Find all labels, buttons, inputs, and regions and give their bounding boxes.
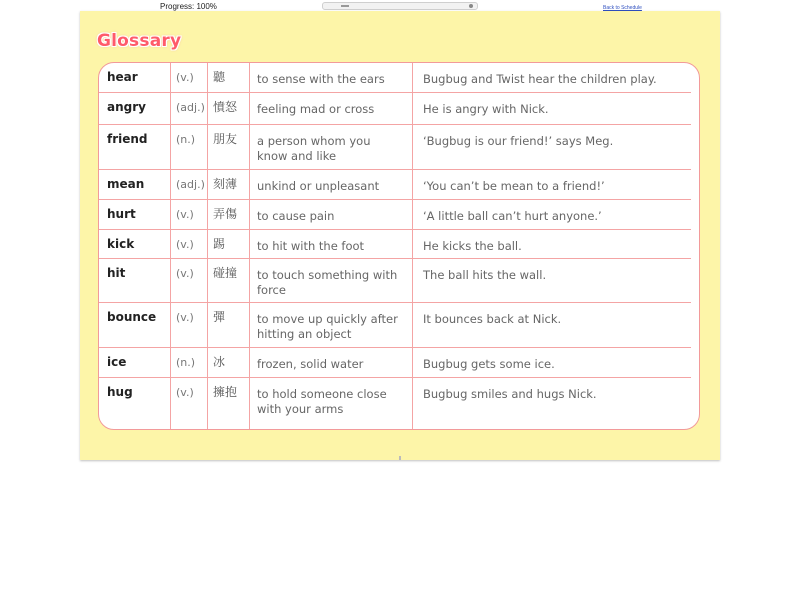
definition: to hit with the foot <box>257 239 365 253</box>
definition: a person whom you know and like <box>257 134 371 163</box>
chinese-translation: 冰 <box>213 355 226 369</box>
definition: to touch something with force <box>257 268 398 297</box>
column-divider <box>170 303 171 348</box>
column-divider <box>207 348 208 378</box>
glossary-row <box>99 63 691 93</box>
definition: to hold someone close with your arms <box>257 387 387 416</box>
glossary-word: hug <box>107 385 133 399</box>
column-divider <box>207 200 208 230</box>
audio-progress-fill <box>341 5 349 7</box>
glossary-row <box>99 93 691 125</box>
column-divider <box>207 63 208 93</box>
chinese-translation: 朋友 <box>213 132 238 146</box>
column-divider <box>170 378 171 430</box>
glossary-row <box>99 170 691 200</box>
example-sentence: The ball hits the wall. <box>423 268 547 282</box>
back-to-schedule-link[interactable]: Back to Schedule <box>603 5 642 11</box>
column-divider <box>249 170 250 200</box>
example-sentence: It bounces back at Nick. <box>423 312 562 326</box>
example-sentence: ‘You can’t be mean to a friend!’ <box>423 179 605 193</box>
column-divider <box>412 230 413 259</box>
column-divider <box>249 230 250 259</box>
glossary-row <box>99 303 691 348</box>
glossary-word: angry <box>107 100 146 114</box>
column-divider <box>249 125 250 170</box>
column-divider <box>207 170 208 200</box>
part-of-speech: (v.) <box>176 208 194 221</box>
column-divider <box>412 63 413 93</box>
definition: to sense with the ears <box>257 72 385 86</box>
column-divider <box>249 348 250 378</box>
glossary-word: kick <box>107 237 135 251</box>
progress-text: Progress: 100% <box>160 2 217 11</box>
glossary-table <box>98 62 700 430</box>
part-of-speech: (v.) <box>176 238 194 251</box>
column-divider <box>412 303 413 348</box>
column-divider <box>412 378 413 430</box>
column-divider <box>207 303 208 348</box>
column-divider <box>412 259 413 303</box>
glossary-row <box>99 378 691 430</box>
glossary-word: hear <box>107 70 138 84</box>
example-sentence: He kicks the ball. <box>423 239 522 253</box>
page-title: Glossary <box>97 31 182 51</box>
column-divider <box>170 125 171 170</box>
definition: frozen, solid water <box>257 357 364 371</box>
column-divider <box>412 170 413 200</box>
definition: to cause pain <box>257 209 335 223</box>
column-divider <box>170 200 171 230</box>
glossary-row <box>99 230 691 259</box>
part-of-speech: (n.) <box>176 356 196 369</box>
example-sentence: Bugbug and Twist hear the children play. <box>423 72 657 86</box>
column-divider <box>412 93 413 125</box>
chinese-translation: 弄傷 <box>213 207 238 221</box>
column-divider <box>412 125 413 170</box>
example-sentence: Bugbug gets some ice. <box>423 357 555 371</box>
example-sentence: ‘Bugbug is our friend!’ says Meg. <box>423 134 614 148</box>
column-divider <box>412 200 413 230</box>
glossary-word: mean <box>107 177 145 191</box>
audio-volume-handle[interactable] <box>469 4 473 8</box>
column-divider <box>207 230 208 259</box>
column-divider <box>207 378 208 430</box>
column-divider <box>249 259 250 303</box>
glossary-page <box>80 11 720 460</box>
column-divider <box>170 63 171 93</box>
part-of-speech: (n.) <box>176 133 196 146</box>
column-divider <box>249 93 250 125</box>
column-divider <box>170 93 171 125</box>
chinese-translation: 踢 <box>213 237 226 251</box>
glossary-word: hurt <box>107 207 136 221</box>
chinese-translation: 彈 <box>213 310 226 324</box>
definition: to move up quickly after hitting an object <box>257 312 398 341</box>
example-sentence: He is angry with Nick. <box>423 102 549 116</box>
definition: feeling mad or cross <box>257 102 375 116</box>
glossary-word: friend <box>107 132 148 146</box>
part-of-speech: (v.) <box>176 267 194 280</box>
column-divider <box>207 259 208 303</box>
part-of-speech: (v.) <box>176 71 194 84</box>
chinese-translation: 刻薄 <box>213 177 238 191</box>
glossary-row <box>99 200 691 230</box>
part-of-speech: (v.) <box>176 386 194 399</box>
column-divider <box>207 93 208 125</box>
column-divider <box>249 200 250 230</box>
column-divider <box>170 230 171 259</box>
example-sentence: Bugbug smiles and hugs Nick. <box>423 387 597 401</box>
glossary-word: bounce <box>107 310 157 324</box>
example-sentence: ‘A little ball can’t hurt anyone.’ <box>423 209 602 223</box>
chinese-translation: 聽 <box>213 70 226 84</box>
glossary-word: hit <box>107 266 126 280</box>
part-of-speech: (adj.) <box>176 101 205 114</box>
column-divider <box>170 259 171 303</box>
audio-scrubber[interactable] <box>322 2 478 10</box>
glossary-row <box>99 125 691 170</box>
column-divider <box>207 125 208 170</box>
chinese-translation: 擁抱 <box>213 385 238 399</box>
part-of-speech: (v.) <box>176 311 194 324</box>
part-of-speech: (adj.) <box>176 178 205 191</box>
definition: unkind or unpleasant <box>257 179 380 193</box>
column-divider <box>412 348 413 378</box>
column-divider <box>170 170 171 200</box>
column-divider <box>249 303 250 348</box>
column-divider <box>249 378 250 430</box>
page-indicator <box>399 456 401 460</box>
column-divider <box>249 63 250 93</box>
chinese-translation: 碰撞 <box>213 266 238 280</box>
glossary-row <box>99 259 691 303</box>
glossary-word: ice <box>107 355 127 369</box>
chinese-translation: 憤怒 <box>213 100 238 114</box>
glossary-row <box>99 348 691 378</box>
column-divider <box>170 348 171 378</box>
